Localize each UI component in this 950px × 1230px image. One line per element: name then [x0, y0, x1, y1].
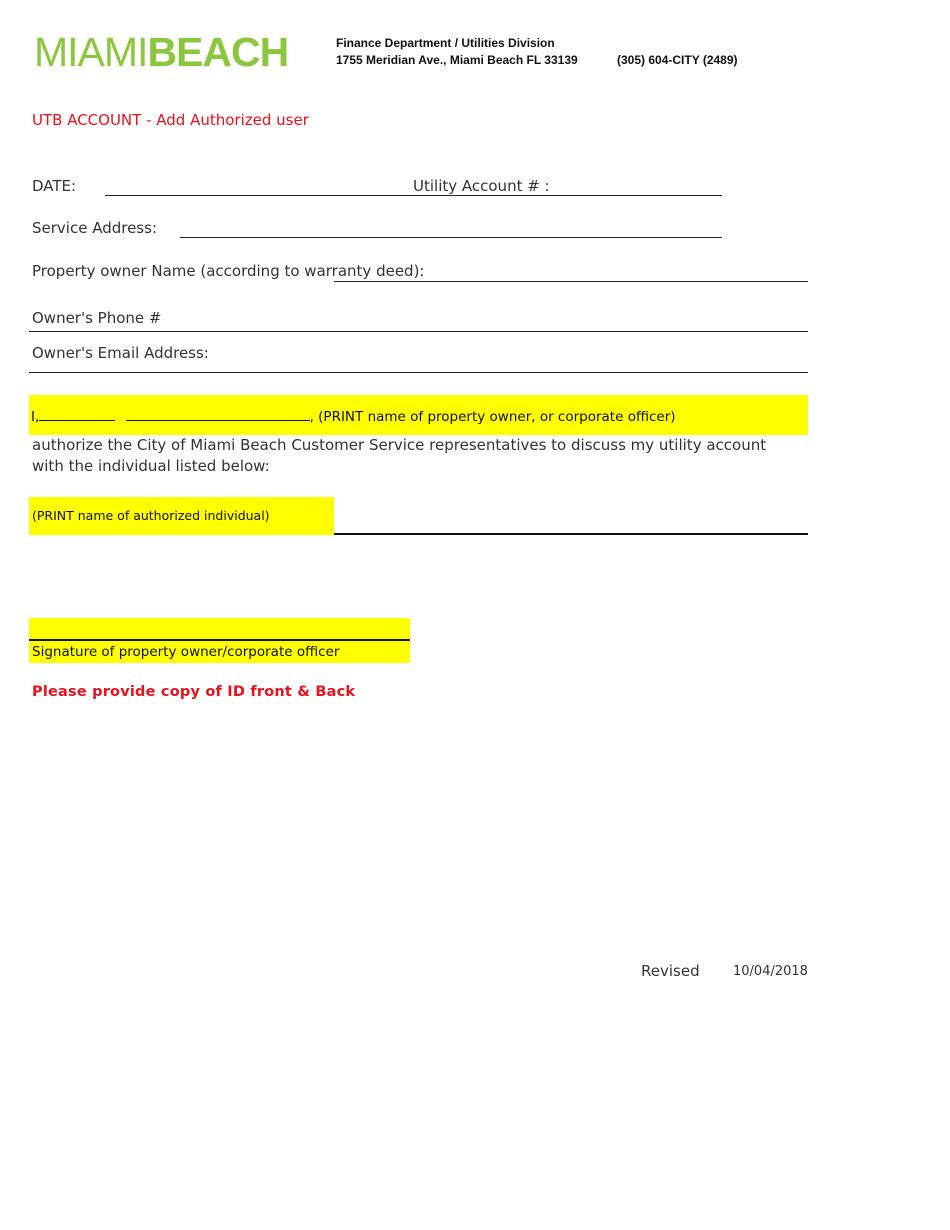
miami-beach-logo	[34, 28, 288, 76]
owner-last-name-blank[interactable]	[126, 406, 310, 421]
authorized-individual-label: (PRINT name of authorized individual)	[32, 508, 270, 523]
signature-label: Signature of property owner/corporate officer	[32, 644, 340, 660]
service-address-label: Service Address:	[32, 219, 157, 237]
owner-print-suffix: , (PRINT name of property owner, or corporate officer)	[309, 409, 676, 425]
department-address: 1755 Meridian Ave., Miami Beach FL 33139	[336, 53, 578, 67]
authorization-statement: authorize the City of Miami Beach Customer Service representatives to discuss my utility account with the individual listed below:	[32, 436, 767, 475]
owner-first-name-blank[interactable]	[39, 406, 115, 421]
revised-label: Revised	[641, 962, 700, 980]
date-account-field-line[interactable]	[105, 195, 722, 196]
authorized-individual-field-line[interactable]	[334, 533, 808, 535]
service-address-field-line[interactable]	[180, 237, 722, 238]
logo-text-miami: MIAMI	[34, 29, 148, 75]
logo-text-beach: BEACH	[147, 29, 289, 75]
owner-print-prefix: I,	[31, 409, 40, 425]
owner-name-field-line[interactable]	[334, 281, 808, 282]
date-label: DATE:	[32, 177, 77, 195]
owner-email-label: Owner's Email Address:	[32, 344, 209, 362]
owner-print-line	[31, 406, 676, 425]
utility-account-label: Utility Account # :	[413, 177, 550, 195]
owner-email-field-line[interactable]	[29, 372, 808, 373]
id-copy-notice: Please provide copy of ID front & Back	[32, 684, 356, 700]
owner-phone-field-line[interactable]	[29, 331, 808, 332]
signature-field-line[interactable]	[29, 639, 410, 641]
department-name: Finance Department / Utilities Division	[336, 36, 555, 50]
owner-phone-label: Owner's Phone #	[32, 309, 162, 327]
owner-name-label: Property owner Name (according to warranty deed):	[32, 262, 425, 280]
revised-date: 10/04/2018	[733, 964, 808, 979]
department-phone: (305) 604-CITY (2489)	[617, 53, 738, 67]
form-title: UTB ACCOUNT - Add Authorized user	[32, 111, 309, 129]
